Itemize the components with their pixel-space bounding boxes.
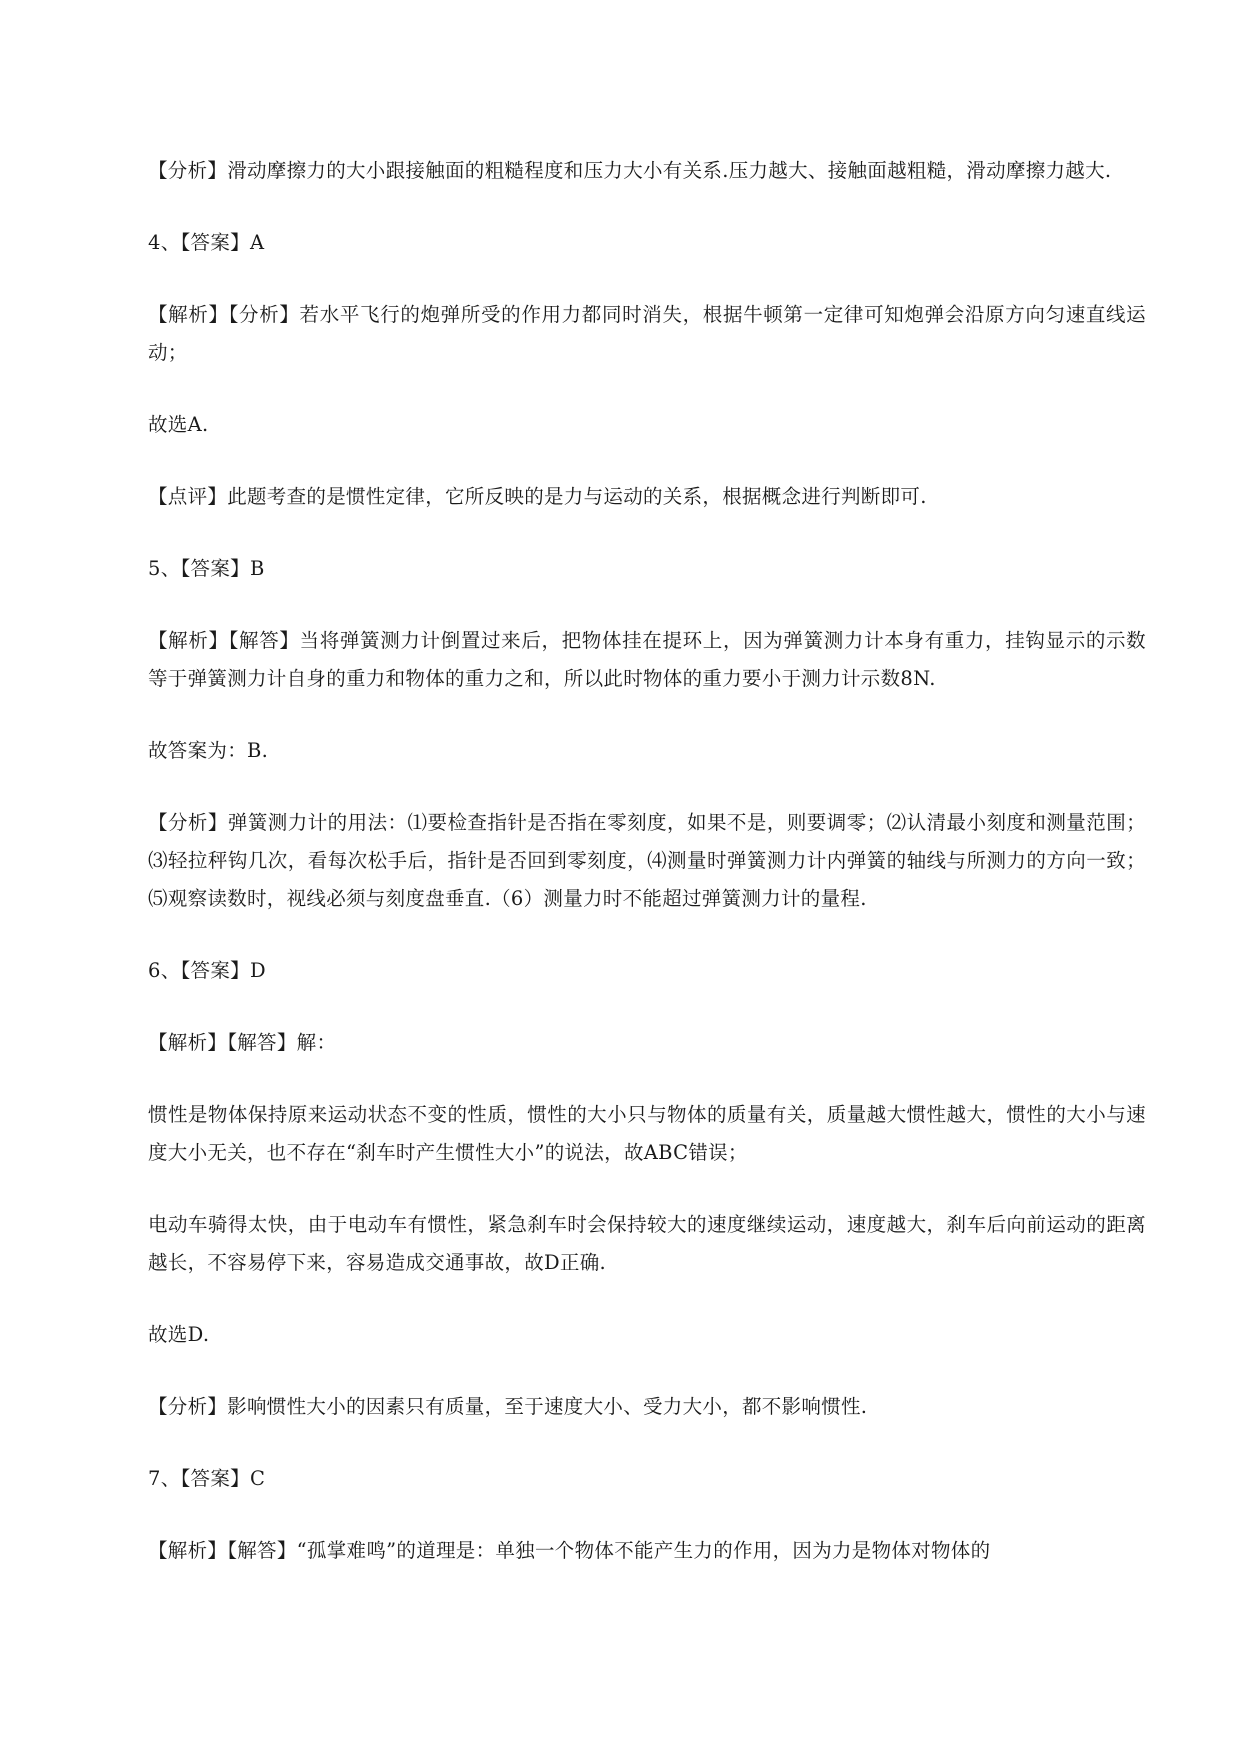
choice-paragraph-q4: 故选A. [148,413,209,436]
analysis-paragraph-q5: 【分析】弹簧测力计的用法：⑴要检查指针是否指在零刻度，如果不是，则要调零；⑵认清最小刻度和测量范围；⑶轻拉秤钩几次，看每次松手后，指针是否回到零刻度，⑷测量时弹簧测力计内弹簧的轴线与所测力的方向一致；⑸观察读数时，视线必须与刻度盘垂直.（6）测量力时不能超过弹簧测力计的量程. [148,811,1146,910]
comment-paragraph-q4: 【点评】此题考查的是惯性定律，它所反映的是力与运动的关系，根据概念进行判断即可. [148,485,927,508]
analysis-paragraph-q6: 【分析】影响惯性大小的因素只有质量，至于速度大小、受力大小，都不影响惯性. [148,1395,868,1418]
explanation-paragraph-q4: 【解析】【分析】若水平飞行的炮弹所受的作用力都同时消失，根据牛顿第一定律可知炮弹会沿原方向匀速直线运动； [148,303,1146,364]
explanation-paragraph-q6-a: 惯性是物体保持原来运动状态不变的性质，惯性的大小只与物体的质量有关，质量越大惯性越大，惯性的大小与速度大小无关，也不存在“刹车时产生惯性大小”的说法，故ABC错误； [148,1103,1146,1164]
answer-heading-q7: 7、【答案】C [148,1467,266,1490]
explanation-paragraph-q7: 【解析】【解答】“孤掌难鸣”的道理是：单独一个物体不能产生力的作用，因为力是物体对物体的 [148,1539,991,1562]
explanation-paragraph-q6-b: 电动车骑得太快，由于电动车有惯性，紧急刹车时会保持较大的速度继续运动，速度越大，刹车后向前运动的距离越长，不容易停下来，容易造成交通事故，故D正确. [148,1213,1146,1274]
choice-paragraph-q6: 故选D. [148,1323,210,1346]
explanation-paragraph-q5: 【解析】【解答】当将弹簧测力计倒置过来后，把物体挂在提环上，因为弹簧测力计本身有重力，挂钩显示的示数等于弹簧测力计自身的重力和物体的重力之和，所以此时物体的重力要小于测力计示数8N. [148,629,1146,690]
answer-heading-q4: 4、【答案】A [148,231,265,254]
document-body [148,152,1146,1604]
choice-paragraph-q5: 故答案为：B. [148,739,269,762]
analysis-paragraph-q3: 【分析】滑动摩擦力的大小跟接触面的粗糙程度和压力大小有关系.压力越大、接触面越粗糙，滑动摩擦力越大. [148,159,1112,182]
answer-heading-q5: 5、【答案】B [148,557,265,580]
answer-heading-q6: 6、【答案】D [148,959,266,982]
explanation-heading-q6: 【解析】【解答】解： [148,1031,337,1054]
